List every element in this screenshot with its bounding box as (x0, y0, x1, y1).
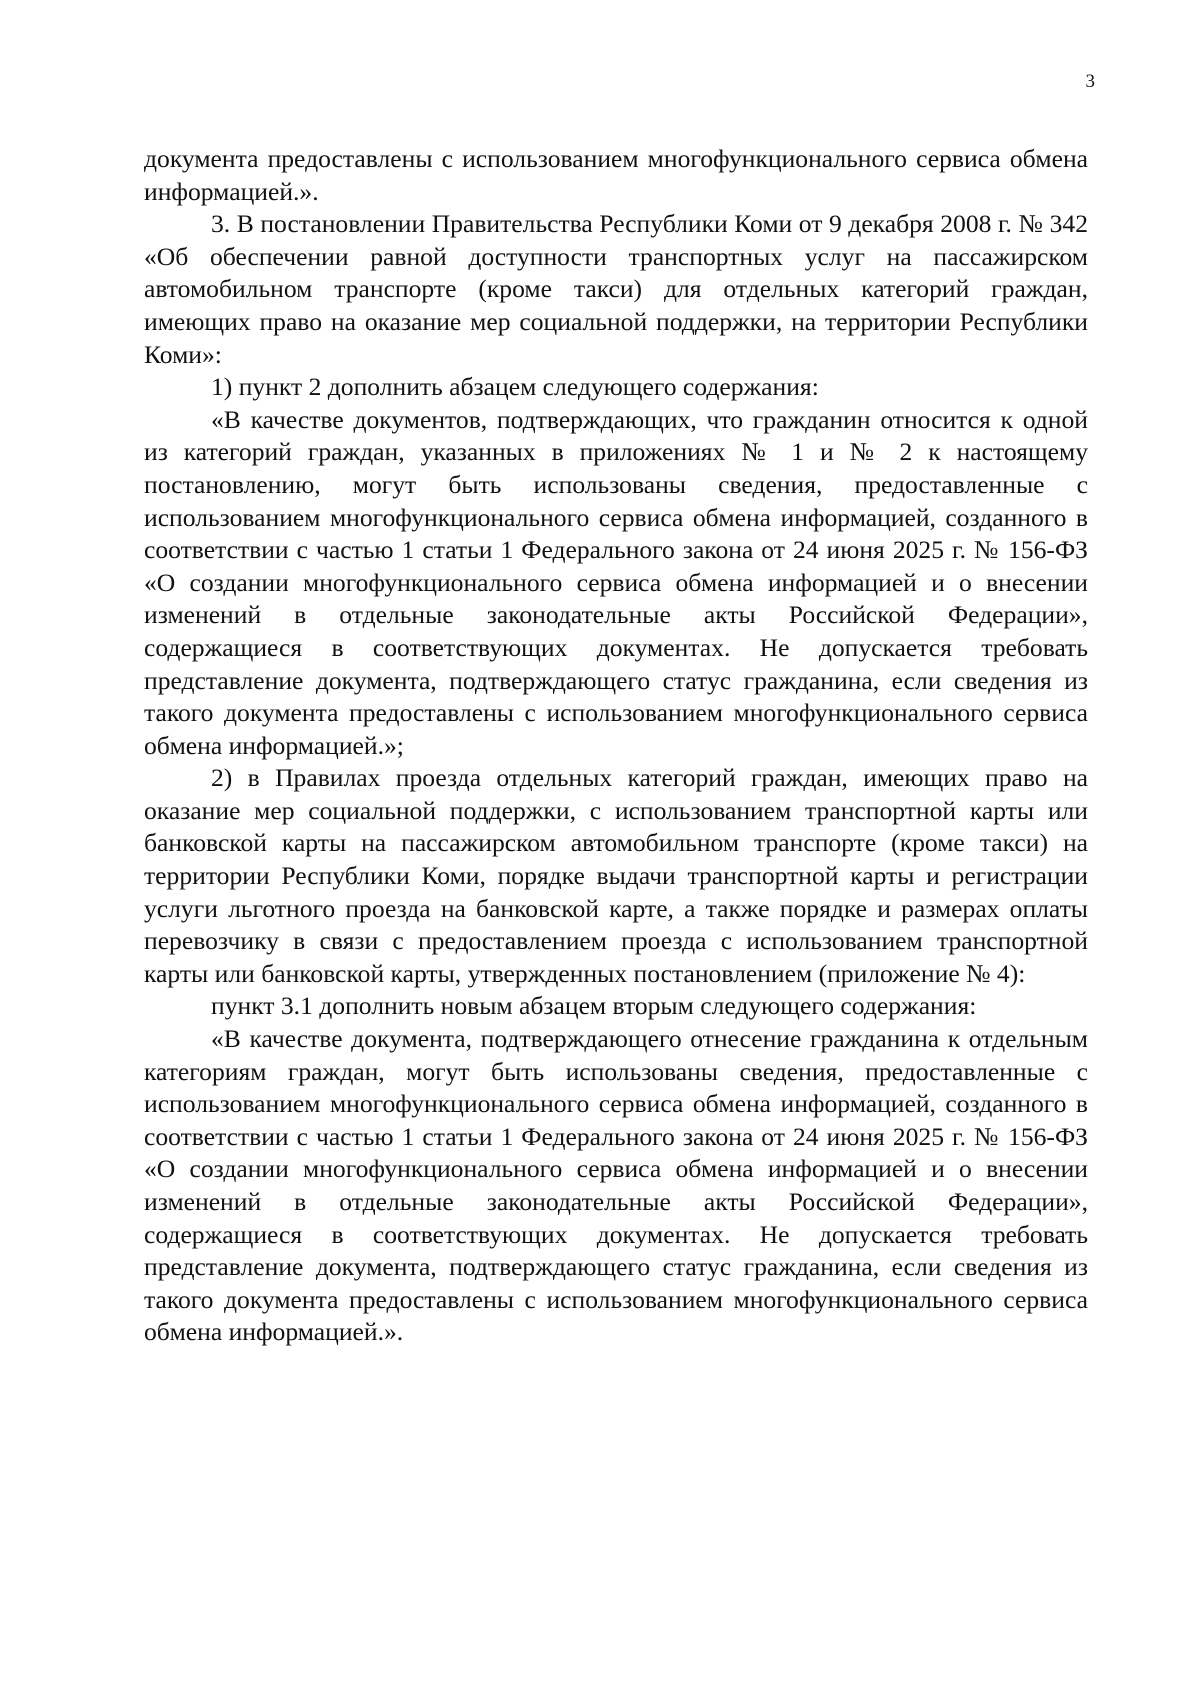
paragraph-subitem-1: 1) пункт 2 дополнить абзацем следующего содержания: (211, 372, 819, 402)
paragraph-continuation: документа предоставлены с использованием многофункционального сервиса обмена информацией.». (144, 144, 1088, 206)
page-number: 3 (1085, 71, 1095, 92)
paragraph-quoted-amendment-2: «В качестве документа, подтверждающего отнесение гражданина к отдельным категориям граждан, могут быть использованы сведения, предоставленные с использованием многофункционального сервиса обмена информацией, созданного в соответствии с частью 1 статьи 1 Федерального закона от 24 июня 2025 г. № 156-ФЗ «О создании многофункционального сервиса обмена информацией и о внесении изменений в отдельные законодательные акты Российской Федерации», содержащиеся в соответствующих документах. Не допускается требовать представление документа, подтверждающего статус гражданина, если сведения из такого документа предоставлены с использованием многофункционального сервиса обмена информацией.». (144, 1024, 1088, 1347)
paragraph-item-3: 3. В постановлении Правительства Республики Коми от 9 декабря 2008 г. № 342 «Об обеспечении равной доступности транспортных услуг на пассажирском автомобильном транспорте (кроме такси) для отдельных категорий граждан, имеющих право на оказание мер социальной поддержки, на территории Республики Коми»: (144, 209, 1088, 369)
paragraph-subitem-2: 2) в Правилах проезда отдельных категорий граждан, имеющих право на оказание мер социальной поддержки, с использованием транспортной карты или банковской карты на пассажирском автомобильном транспорте (кроме такси) на территории Республики Коми, порядке выдачи транспортной карты и регистрации услуги льготного проезда на банковской карте, а также порядке и размерах оплаты перевозчику в связи с предоставлением проезда с использованием транспортной карты или банковской карты, утвержденных постановлением (приложение № 4): (144, 763, 1088, 988)
paragraph-clause-3-1: пункт 3.1 дополнить новым абзацем вторым следующего содержания: (211, 991, 977, 1021)
paragraph-quoted-amendment-1: «В качестве документов, подтверждающих, что гражданин относится к одной из категорий граждан, указанных в приложениях № 1 и № 2 к настоящему постановлению, могут быть использованы сведения, предоставленные с использованием многофункционального сервиса обмена информацией, созданного в соответствии с частью 1 статьи 1 Федерального закона от 24 июня 2025 г. № 156-ФЗ «О создании многофункционального сервиса обмена информацией и о внесении изменений в отдельные законодательные акты Российской Федерации», содержащиеся в соответствующих документах. Не допускается требовать представление документа, подтверждающего статус гражданина, если сведения из такого документа предоставлены с использованием многофункционального сервиса обмена информацией.»; (144, 404, 1088, 760)
document-body (144, 143, 1088, 1349)
